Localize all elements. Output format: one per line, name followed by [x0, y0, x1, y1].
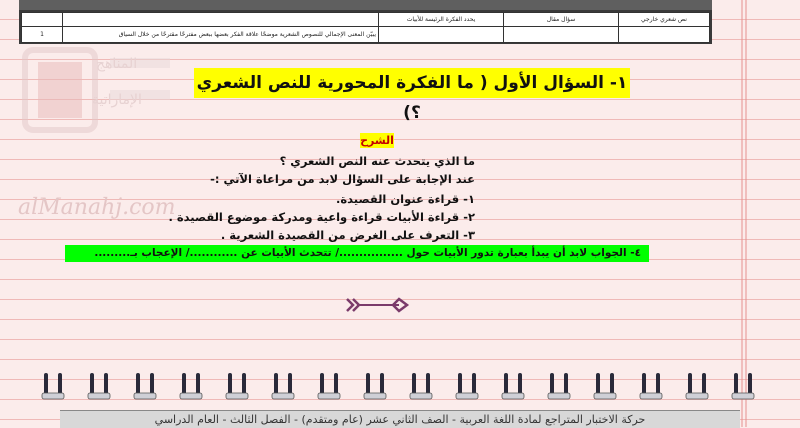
spiral-coil-icon	[362, 371, 388, 401]
watermark-logo-icon	[20, 40, 180, 140]
answer-line: ٤- الجواب لابد أن يبدأ بعبارة تدور الأبيات حول ................/ تتحدث الأبيات عن ............/ الإعجاب بـ.........	[65, 245, 649, 262]
table-top-border	[19, 0, 712, 10]
explanation-line: ٢- قراءة الأبيات قراءة واعية ومدركة موضوع القصيدة .	[168, 210, 475, 224]
table-header-cell: نص شعري خارجي	[619, 13, 710, 27]
table-cell: يبيّن المعنى الإجمالي للنصوص الشعرية موضحًا علاقة الفكر بعضها ببعض مفترحًا مقترحًا من خلال السياق	[63, 27, 379, 43]
table-cell	[619, 27, 710, 43]
table-cell	[379, 27, 504, 43]
explanation-label: الشرح	[360, 134, 394, 147]
table-cell	[504, 27, 619, 43]
spiral-coil-icon	[592, 371, 618, 401]
spiral-coil-icon	[132, 371, 158, 401]
spiral-coil-icon	[454, 371, 480, 401]
spiral-coil-icon	[500, 371, 526, 401]
table-header-cell: يحدد الفكرة الرئيسة للأبيات	[379, 13, 504, 27]
question-title: ١- السؤال الأول ( ما الفكرة المحورية للنص الشعري ؟)	[194, 68, 630, 98]
footer-banner: حركة الاختبار المتراجع لمادة اللغة العربية - الصف الثاني عشر (عام ومتقدم) - الفصل الثالث - العام الدراسي	[60, 410, 740, 428]
watermark-site: alManahj.com	[18, 195, 176, 220]
table-header-cell	[63, 13, 379, 27]
table-header-row	[22, 13, 710, 27]
explanation-line: ١- قراءة عنوان القصيدة.	[336, 192, 475, 206]
watermark-text-1: المناهج	[96, 56, 138, 72]
spiral-coil-icon	[546, 371, 572, 401]
spiral-coil-icon	[684, 371, 710, 401]
spiral-coil-icon	[408, 371, 434, 401]
spiral-coil-icon	[178, 371, 204, 401]
table-cell: 1	[22, 27, 63, 43]
table-header-cell: سؤال مقال	[504, 13, 619, 27]
table-row	[22, 27, 710, 43]
standards-table	[19, 10, 712, 44]
explanation-line: ما الذي يتحدث عنه النص الشعري ؟	[279, 154, 475, 168]
spiral-coil-icon	[730, 371, 756, 401]
spiral-coil-icon	[40, 371, 66, 401]
explanation-line: عند الإجابة على السؤال لابد من مراعاة الآتي :-	[210, 172, 475, 186]
spiral-coil-icon	[86, 371, 112, 401]
spiral-coil-icon	[224, 371, 250, 401]
arrow-divider-icon	[343, 296, 413, 314]
table-header-cell	[22, 13, 63, 27]
watermark-text-2: الإماراتية	[92, 92, 142, 108]
spiral-coil-icon	[270, 371, 296, 401]
spiral-coil-icon	[316, 371, 342, 401]
explanation-line: ٣- التعرف على الغرض من القصيدة الشعرية .	[220, 228, 475, 242]
spiral-coil-icon	[638, 371, 664, 401]
